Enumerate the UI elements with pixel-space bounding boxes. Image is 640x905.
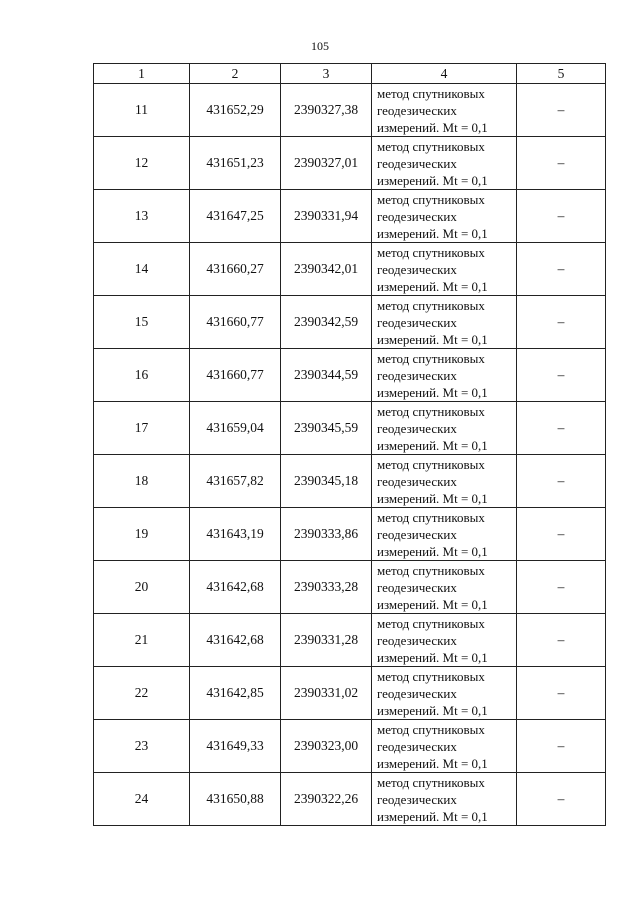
method-line: геодезических [377,367,457,383]
method-line: метод спутниковых [377,456,485,472]
header-col-5: 5 [517,64,606,84]
method-line: геодезических [377,314,457,330]
table-row [94,296,606,349]
method-line: измерений. Mt = 0,1 [377,437,488,453]
point-number-cell: 23 [94,720,190,773]
point-number-cell: 21 [94,614,190,667]
method-line: метод спутниковых [377,403,485,419]
note-cell: – [517,508,606,561]
method-cell [372,614,517,667]
y-coordinate-cell: 2390344,59 [281,349,372,402]
note-cell: – [517,349,606,402]
header-col-1: 1 [94,64,190,84]
y-coordinate-cell: 2390333,28 [281,561,372,614]
method-cell [372,667,517,720]
table-row [94,402,606,455]
point-number-cell: 20 [94,561,190,614]
method-line: измерений. Mt = 0,1 [377,331,488,347]
method-line: измерений. Mt = 0,1 [377,278,488,294]
method-line: метод спутниковых [377,138,485,154]
method-line: метод спутниковых [377,191,485,207]
method-line: измерений. Mt = 0,1 [377,649,488,665]
y-coordinate-cell: 2390345,59 [281,402,372,455]
y-coordinate-cell: 2390342,01 [281,243,372,296]
method-line: метод спутниковых [377,721,485,737]
method-cell [372,243,517,296]
table-row [94,137,606,190]
method-line: геодезических [377,208,457,224]
point-number-cell: 15 [94,296,190,349]
method-line: измерений. Mt = 0,1 [377,596,488,612]
method-line: измерений. Mt = 0,1 [377,755,488,771]
table-row [94,667,606,720]
header-col-3: 3 [281,64,372,84]
x-coordinate-cell: 431659,04 [190,402,281,455]
point-number-cell: 12 [94,137,190,190]
method-line: геодезических [377,738,457,754]
method-line: геодезических [377,155,457,171]
point-number-cell: 14 [94,243,190,296]
table-row [94,243,606,296]
method-cell [372,84,517,137]
note-cell: – [517,561,606,614]
point-number-cell: 18 [94,455,190,508]
method-cell [372,296,517,349]
method-line: геодезических [377,791,457,807]
page-number: 105 [311,39,329,53]
method-line: измерений. Mt = 0,1 [377,490,488,506]
method-line: измерений. Mt = 0,1 [377,384,488,400]
y-coordinate-cell: 2390333,86 [281,508,372,561]
coordinates-table [93,63,606,826]
method-line: метод спутниковых [377,244,485,260]
x-coordinate-cell: 431642,85 [190,667,281,720]
point-number-cell: 17 [94,402,190,455]
x-coordinate-cell: 431660,27 [190,243,281,296]
table-row [94,561,606,614]
note-cell: – [517,455,606,508]
method-line: геодезических [377,261,457,277]
method-line: измерений. Mt = 0,1 [377,225,488,241]
method-line: геодезических [377,420,457,436]
note-cell: – [517,296,606,349]
table-row [94,508,606,561]
method-line: геодезических [377,685,457,701]
note-cell: – [517,667,606,720]
method-cell [372,773,517,826]
method-line: метод спутниковых [377,668,485,684]
x-coordinate-cell: 431651,23 [190,137,281,190]
header-col-4: 4 [372,64,517,84]
note-cell: – [517,614,606,667]
x-coordinate-cell: 431643,19 [190,508,281,561]
table-body [94,84,606,826]
x-coordinate-cell: 431647,25 [190,190,281,243]
method-line: геодезических [377,473,457,489]
y-coordinate-cell: 2390345,18 [281,455,372,508]
method-line: измерений. Mt = 0,1 [377,702,488,718]
y-coordinate-cell: 2390327,38 [281,84,372,137]
note-cell: – [517,720,606,773]
note-cell: – [517,402,606,455]
table-row [94,720,606,773]
table-header-row [94,64,606,84]
y-coordinate-cell: 2390342,59 [281,296,372,349]
method-line: метод спутниковых [377,562,485,578]
header-col-2: 2 [190,64,281,84]
method-line: измерений. Mt = 0,1 [377,172,488,188]
x-coordinate-cell: 431649,33 [190,720,281,773]
y-coordinate-cell: 2390322,26 [281,773,372,826]
method-line: геодезических [377,579,457,595]
table-row [94,349,606,402]
method-cell [372,137,517,190]
method-cell [372,455,517,508]
x-coordinate-cell: 431660,77 [190,296,281,349]
method-cell [372,190,517,243]
method-line: геодезических [377,526,457,542]
method-line: геодезических [377,632,457,648]
note-cell: – [517,190,606,243]
note-cell: – [517,243,606,296]
table-row [94,84,606,137]
method-line: метод спутниковых [377,615,485,631]
method-line: измерений. Mt = 0,1 [377,543,488,559]
x-coordinate-cell: 431642,68 [190,561,281,614]
point-number-cell: 22 [94,667,190,720]
note-cell: – [517,84,606,137]
method-line: метод спутниковых [377,85,485,101]
y-coordinate-cell: 2390331,94 [281,190,372,243]
point-number-cell: 24 [94,773,190,826]
method-line: геодезических [377,102,457,118]
method-line: метод спутниковых [377,509,485,525]
method-line: метод спутниковых [377,297,485,313]
method-line: метод спутниковых [377,350,485,366]
method-cell [372,508,517,561]
point-number-cell: 11 [94,84,190,137]
method-line: измерений. Mt = 0,1 [377,808,488,824]
point-number-cell: 16 [94,349,190,402]
table-row [94,190,606,243]
x-coordinate-cell: 431657,82 [190,455,281,508]
x-coordinate-cell: 431660,77 [190,349,281,402]
method-cell [372,561,517,614]
method-cell [372,402,517,455]
method-line: метод спутниковых [377,774,485,790]
y-coordinate-cell: 2390331,28 [281,614,372,667]
x-coordinate-cell: 431652,29 [190,84,281,137]
method-line: измерений. Mt = 0,1 [377,119,488,135]
table-row [94,614,606,667]
point-number-cell: 19 [94,508,190,561]
table-row [94,773,606,826]
x-coordinate-cell: 431650,88 [190,773,281,826]
method-cell [372,720,517,773]
y-coordinate-cell: 2390331,02 [281,667,372,720]
x-coordinate-cell: 431642,68 [190,614,281,667]
table-row [94,455,606,508]
note-cell: – [517,773,606,826]
y-coordinate-cell: 2390327,01 [281,137,372,190]
method-cell [372,349,517,402]
y-coordinate-cell: 2390323,00 [281,720,372,773]
note-cell: – [517,137,606,190]
point-number-cell: 13 [94,190,190,243]
